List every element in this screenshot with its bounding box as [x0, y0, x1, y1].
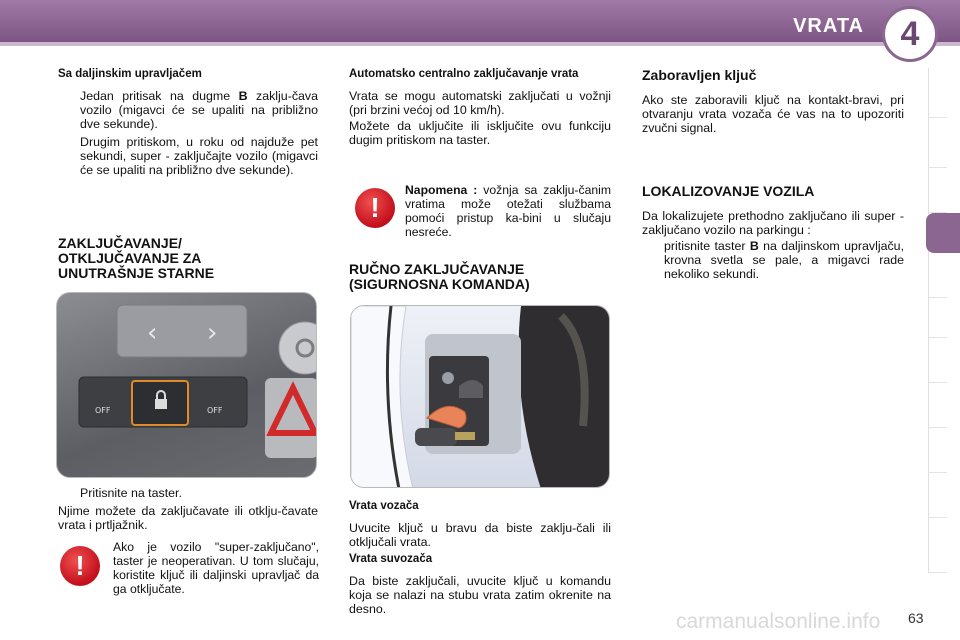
svg-text:›: › [207, 318, 218, 348]
paragraph: Da lokalizujete prethodno zaključano ili super -zaključano vozilo na parkingu : [642, 209, 904, 237]
chapter-tab[interactable] [929, 428, 947, 473]
remote-heading: Sa daljinskim upravljačem [58, 68, 202, 80]
note-text: vožnja sa zaklju-čanim vratima može otežati službama pomoći pristup ka-bini u slučaju nesreće. [405, 183, 611, 239]
section-title: LOKALIZOVANJE VOZILA [642, 183, 815, 199]
door-lock-illustration [351, 306, 610, 488]
forgotten-key-heading: Zaboravljen ključ [642, 67, 757, 83]
page-number: 63 [908, 610, 924, 626]
header-divider [0, 42, 960, 46]
chapter-tab[interactable] [929, 118, 947, 168]
svg-text:OFF: OFF [207, 406, 223, 415]
left-column-lower [58, 486, 318, 538]
chapter-tab-strip [928, 68, 946, 573]
manual-lock-section [349, 262, 611, 292]
warning-icon: ! [60, 546, 100, 586]
driver-door-heading: Vrata vozača [349, 500, 419, 512]
chapter-title: VRATA [793, 15, 864, 37]
auto-lock-heading: Automatsko centralno zaključavanje vrata [349, 68, 579, 80]
paragraph: Da biste zaključali, uvucite ključ u komandu koja se nalazi na stubu vrata zatim okrenite na desno. [349, 574, 611, 616]
svg-text:OFF: OFF [95, 406, 111, 415]
list-item: pritisnite taster B na daljinskom upravljaču, krovna svetla se pale, a migavci rade nekoliko sekundi. [642, 239, 904, 281]
right-column [642, 68, 904, 141]
chapter-tab[interactable] [929, 168, 947, 213]
chapter-tab[interactable] [929, 518, 947, 573]
left-column [58, 68, 318, 181]
list-item: Jedan pritisak na dugme B zaklju-čava vozilo (migavci će se upaliti na približno dve sekunde). [58, 89, 318, 131]
watermark: carmanualsonline.info [676, 610, 881, 633]
chapter-tab[interactable] [929, 338, 947, 383]
door-lock-photo [350, 305, 610, 488]
bullet-mark [58, 135, 80, 177]
bullet-mark [58, 89, 80, 131]
list-item: Drugim pritiskom, u roku od najduže pet sekundi, super - zaključajte vozilo (migavci će se upaliti na približno dve sekunde). [58, 135, 318, 177]
chapter-tab-active[interactable] [926, 213, 960, 253]
paragraph: Uvucite ključ u bravu da biste zaklju-čali ili otključali vrata. [349, 521, 611, 549]
locate-vehicle-section [642, 184, 904, 285]
list-item: Pritisnite na taster. [58, 486, 318, 500]
bullet-mark [642, 239, 664, 281]
section-title: ZAKLJUČAVANJE/ OTKLJUČAVANJE ZA UNUTRAŠNJE STARNE [58, 235, 215, 281]
chapter-tab[interactable] [929, 68, 947, 118]
super-lock-note: Ako je vozilo "super-zaključano", taster je neoperativan. U tom slučaju, koristite ključ ili daljinski upravljač da ga otključate. [113, 540, 319, 596]
paragraph: Njime možete da zaključavate ili otklju-čavate vrata i prtljažnik. [58, 504, 318, 532]
section-title: RUČNO ZAKLJUČAVANJE (SIGURNOSNA KOMANDA) [349, 261, 530, 292]
chapter-tab[interactable] [929, 473, 947, 518]
note-label: Napomena : [405, 183, 478, 197]
middle-column-lower [349, 500, 611, 622]
paragraph: Ako ste zaboravili ključ na kontakt-bravi, pri otvaranju vrata vozača će vas na to upozoriti zvučni signal. [642, 93, 904, 135]
chapter-tab[interactable] [929, 258, 947, 298]
middle-column [349, 68, 611, 153]
paragraph: Vrata se mogu automatski zaključati u vožnji (pri brzini većoj od 10 km/h). [349, 89, 611, 117]
bullet-mark [58, 486, 80, 500]
passenger-door-heading: Vrata suvozača [349, 553, 433, 565]
paragraph: Možete da uključite ili isključite ovu funkciju dugim pritiskom na taster. [349, 119, 611, 147]
dashboard-illustration [57, 293, 317, 478]
svg-text:‹: ‹ [147, 318, 158, 348]
chapter-tab[interactable] [929, 383, 947, 428]
warning-icon: ! [355, 188, 395, 228]
chapter-tab[interactable] [929, 298, 947, 338]
interior-lock-section [58, 236, 298, 281]
note-block [405, 183, 611, 239]
chapter-number-badge [882, 6, 938, 62]
dashboard-buttons-photo [56, 292, 317, 478]
chapter-number: 4 [900, 14, 920, 53]
